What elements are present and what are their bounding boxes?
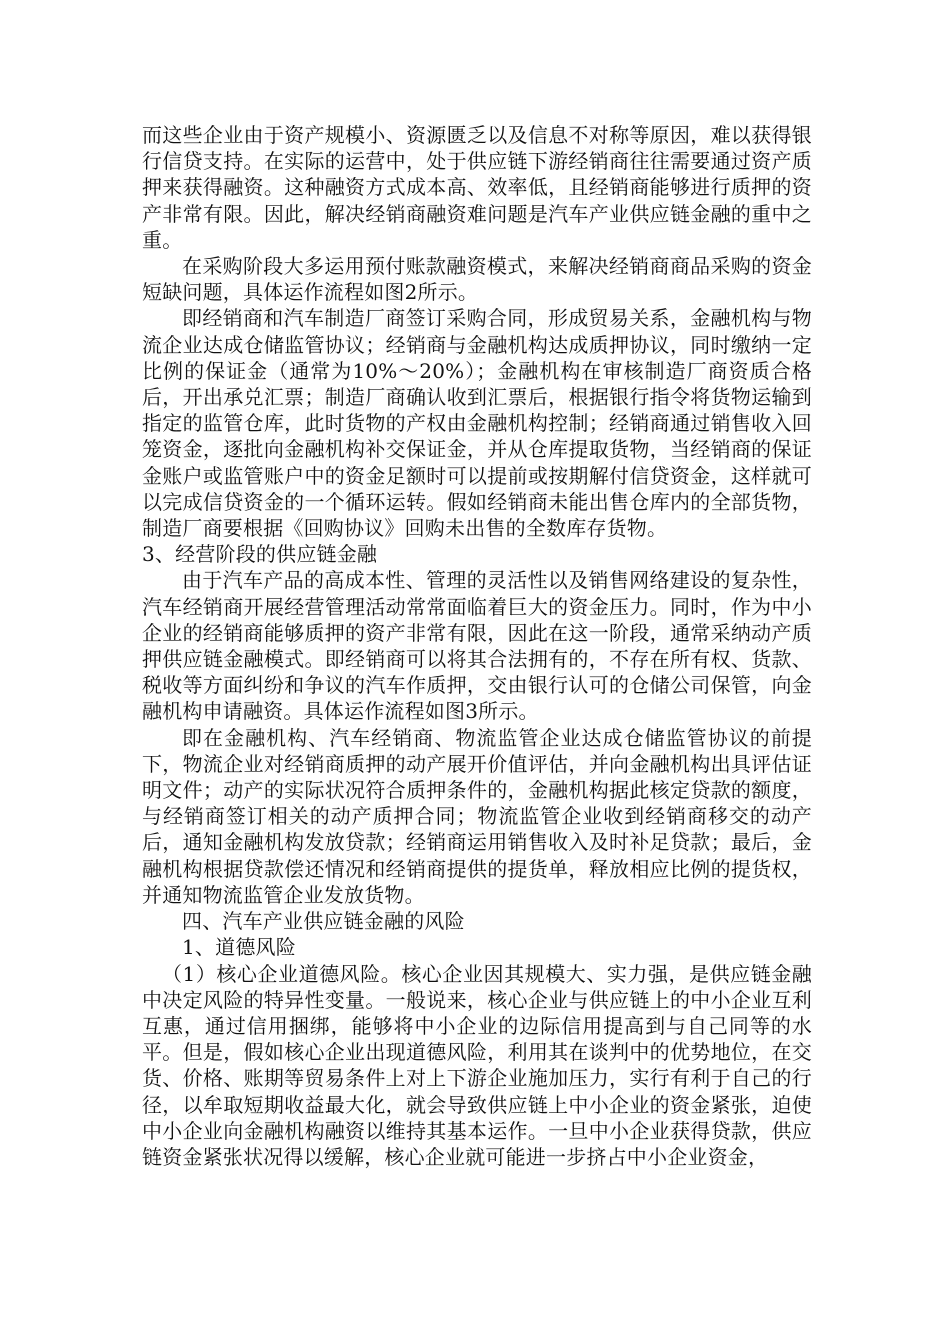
paragraph-operating-stage: 由于汽车产品的高成本性、管理的灵活性以及销售网络建设的复杂性，汽车经销商开展经营管理活动常常面临着巨大的资金压力。同时，作为中小企业的经销商能够质押的资产非常有限，因此在这一阶段，通常采纳动产质押供应链金融模式。即经销商可以将其合法拥有的，不存在所有权、货款、税收等方面纠纷和争议的汽车作质押，交由银行认可的仓储公司保管，向金融机构申请融资。具体运作流程如图3所示。: [142, 568, 812, 724]
section-heading-operating-stage: 3、经营阶段的供应链金融: [142, 542, 378, 567]
paragraph-operating-process: 即在金融机构、汽车经销商、物流监管企业达成仓储监管协议的前提下，物流企业对经销商质押的动产展开价值评估，并向金融机构出具评估证明文件；动产的实际状况符合质押条件的，金融机构据此核定贷款的额度，与经销商签订相关的动产质押合同；物流监管企业收到经销商移交的动产后，通知金融机构发放贷款；经销商运用销售收入及时补足贷款；最后，金融机构根据贷款偿还情况和经销商提供的提货单，释放相应比例的提货权，并通知物流监管企业发放货物。: [142, 725, 812, 907]
paragraph-core-enterprise-risk: （1）核心企业道德风险。核心企业因其规模大、实力强，是供应链金融中决定风险的特异性变量。一般说来，核心企业与供应链上的中小企业互利互惠，通过信用捆绑，能够将中小企业的边际信用提高到与自己同等的水平。但是，假如核心企业出现道德风险，利用其在谈判中的优势地位，在交货、价格、账期等贸易条件上对上下游企业施加压力，实行有利于自己的行径，以牟取短期收益最大化，就会导致供应链上中小企业的资金紧张，迫使中小企业向金融机构融资以维持其基本运作。一旦中小企业获得贷款，供应链资金紧张状况得以缓解，核心企业就可能进一步挤占中小企业资金，: [142, 961, 812, 1169]
paragraph-intro: 而这些企业由于资产规模小、资源匮乏以及信息不对称等原因，难以获得银行信贷支持。在实际的运营中，处于供应链下游经销商往往需要通过资产质押来获得融资。这种融资方式成本高、效率低，且经销商能够进行质押的资产非常有限。因此，解决经销商融资难问题是汽车产业供应链金融的重中之重。: [142, 123, 812, 252]
subsection-heading-moral-risk: 1、道德风险: [182, 935, 296, 960]
document-body: [142, 122, 812, 1170]
paragraph-procurement-process: 即经销商和汽车制造厂商签订采购合同，形成贸易关系，金融机构与物流企业达成仓储监管协议；经销商与金融机构达成质押协议，同时缴纳一定比例的保证金（通常为10%～20%）；金融机构在审核制造厂商资质合格后，开出承兑汇票；制造厂商确认收到汇票后，根据银行指令将货物运输到指定的监管仓库，此时货物的产权由金融机构控制；经销商通过销售收入回笼资金，逐批向金融机构补交保证金，并从仓库提取货物，当经销商的保证金账户或监管账户中的资金足额时可以提前或按期解付信贷资金，这样就可以完成信贷资金的一个循环运转。假如经销商未能出售仓库内的全部货物，制造厂商要根据《回购协议》回购未出售的全数库存货物。: [142, 306, 812, 541]
paragraph-procurement-stage: 在采购阶段大多运用预付账款融资模式，来解决经销商商品采购的资金短缺问题，具体运作流程如图2所示。: [142, 254, 812, 305]
section-heading-risks: 四、汽车产业供应链金融的风险: [182, 909, 465, 934]
